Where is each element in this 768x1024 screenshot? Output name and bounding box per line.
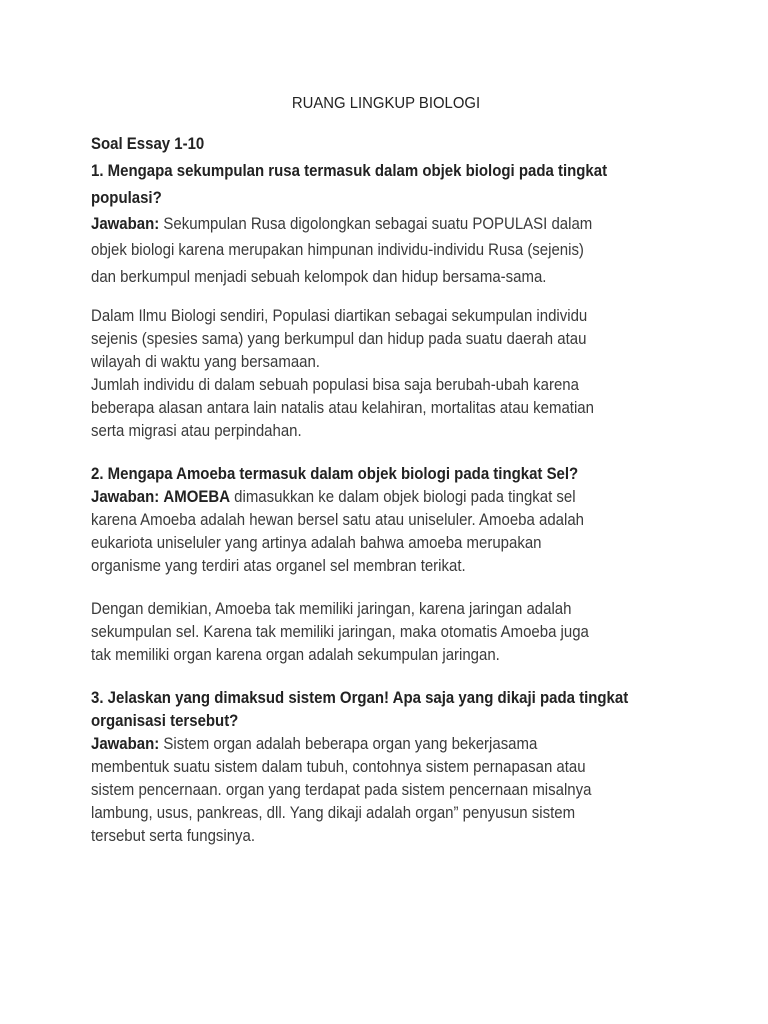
answer-2-text: dimasukkan ke dalam objek biologi pada tingkat sel [234,488,576,506]
question-2-line-1: 2. Mengapa Amoeba termasuk dalam objek biologi pada tingkat Sel? [91,465,579,483]
answer-3-line-1 [91,734,537,754]
answer-1-line-1 [91,214,592,234]
document-title: RUANG LINGKUP BIOLOGI [291,95,481,112]
answer-3-line-5: tersebut serta fungsinya. [91,827,256,845]
answer-label: Jawaban: [91,735,160,753]
paragraph-2-line-1: Dengan demikian, Amoeba tak memiliki jaringan, karena jaringan adalah [91,600,572,618]
answer-1-line-3: dan berkumpul menjadi sebuah kelompok dan hidup bersama-sama. [91,268,547,286]
question-3-line-2: organisasi tersebut? [91,712,239,730]
paragraph-2-line-3: tak memiliki organ karena organ adalah sekumpulan jaringan. [91,646,500,664]
answer-2-line-4: organisme yang terdiri atas organel sel membran terikat. [91,557,466,575]
answer-3-line-3: sistem pencernaan. organ yang terdapat pada sistem pencernaan misalnya [91,781,592,799]
paragraph-1-line-2: sejenis (spesies sama) yang berkumpul dan hidup pada suatu daerah atau [91,330,587,348]
answer-3-line-4: lambung, usus, pankreas, dll. Yang dikaji adalah organ” penyusun sistem [91,804,576,822]
answer-2-line-3: eukariota uniseluler yang artinya adalah bahwa amoeba merupakan [91,534,542,552]
question-1-line-2: populasi? [91,189,162,207]
answer-3-text: Sistem organ adalah beberapa organ yang bekerjasama [163,735,538,753]
paragraph-1-line-4: Jumlah individu di dalam sebuah populasi bisa saja berubah-ubah karena [91,376,579,394]
section-subtitle: Soal Essay 1-10 [91,135,205,153]
paragraph-1-line-5: beberapa alasan antara lain natalis atau kelahiran, mortalitas atau kematian [91,399,594,417]
paragraph-2-line-2: sekumpulan sel. Karena tak memiliki jaringan, maka otomatis Amoeba juga [91,623,589,641]
paragraph-1-line-6: serta migrasi atau perpindahan. [91,422,302,440]
answer-1-text: Sekumpulan Rusa digolongkan sebagai suatu POPULASI dalam [163,215,593,233]
question-1-line-1: 1. Mengapa sekumpulan rusa termasuk dalam objek biologi pada tingkat [91,162,608,180]
answer-2-line-2: karena Amoeba adalah hewan bersel satu atau uniseluler. Amoeba adalah [91,511,584,529]
answer-1-line-2: objek biologi karena merupakan himpunan individu-individu Rusa (sejenis) [91,241,584,259]
answer-label: Jawaban: [91,215,160,233]
question-3-line-1: 3. Jelaskan yang dimaksud sistem Organ! Apa saja yang dikaji pada tingkat [91,689,629,707]
answer-label: Jawaban: [91,488,160,506]
paragraph-1-line-1: Dalam Ilmu Biologi sendiri, Populasi diartikan sebagai sekumpulan individu [91,307,588,325]
answer-2-term: AMOEBA [163,488,231,506]
paragraph-1-line-3: wilayah di waktu yang bersamaan. [91,353,320,371]
answer-2-line-1 [91,487,576,507]
answer-3-line-2: membentuk suatu sistem dalam tubuh, contohnya sistem pernapasan atau [91,758,586,776]
